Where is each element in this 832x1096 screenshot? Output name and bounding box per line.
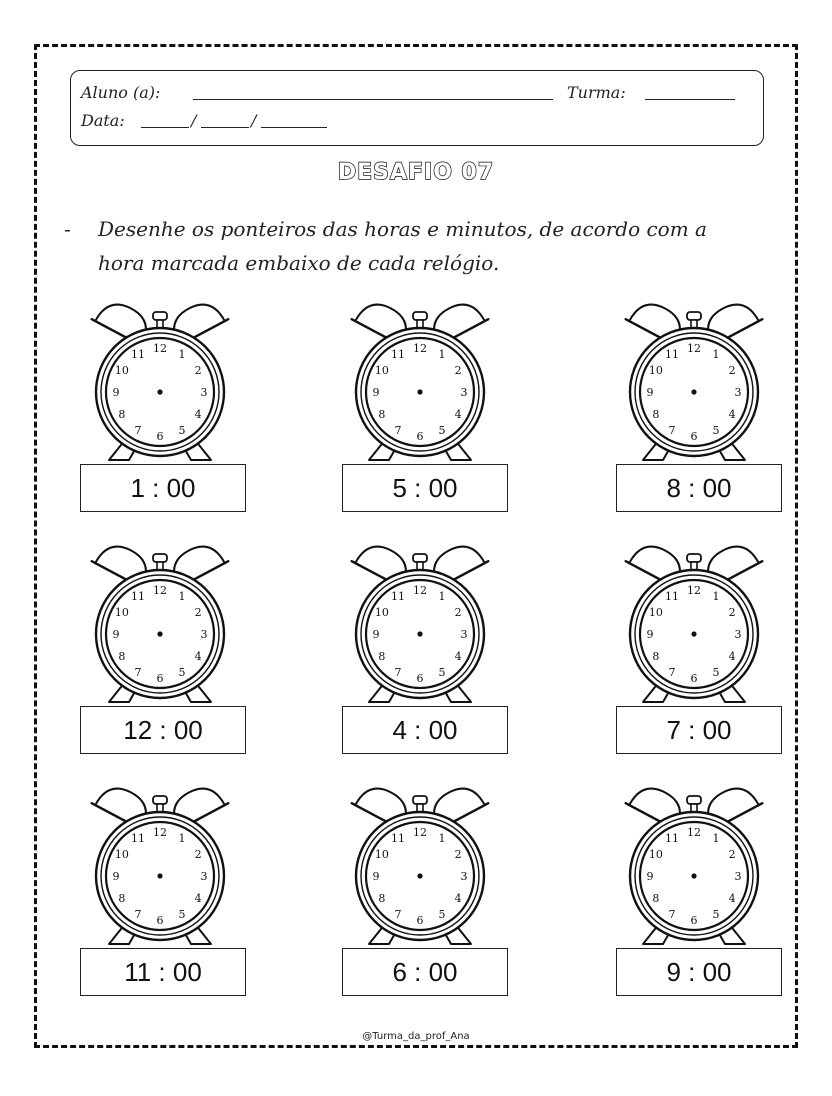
svg-text:5: 5: [178, 666, 186, 680]
svg-text:11: 11: [391, 347, 405, 361]
date-month-line[interactable]: [201, 127, 249, 128]
svg-text:3: 3: [460, 386, 468, 399]
footer-credit: @Turma_da_prof_Ana: [362, 1031, 470, 1042]
svg-text:8: 8: [118, 650, 126, 663]
svg-text:8: 8: [652, 892, 660, 905]
svg-text:6: 6: [690, 914, 698, 927]
svg-text:8: 8: [378, 650, 386, 663]
svg-text:3: 3: [460, 870, 468, 883]
svg-text:4: 4: [194, 650, 202, 663]
svg-text:6: 6: [156, 430, 164, 443]
svg-text:5: 5: [712, 908, 720, 922]
svg-text:7: 7: [134, 666, 142, 680]
alarm-clock-icon: [85, 300, 235, 466]
alarm-clock[interactable]: [345, 300, 495, 466]
instruction-dash: -: [64, 217, 71, 241]
svg-text:7: 7: [394, 424, 402, 438]
svg-text:10: 10: [648, 364, 663, 377]
alarm-clock[interactable]: [619, 542, 769, 708]
alarm-clock-icon: [85, 784, 235, 950]
svg-text:12: 12: [687, 584, 701, 597]
svg-text:9: 9: [112, 386, 120, 399]
svg-text:4: 4: [728, 892, 736, 905]
svg-text:9: 9: [646, 628, 654, 641]
svg-text:10: 10: [114, 848, 129, 861]
svg-text:9: 9: [646, 386, 654, 399]
aluno-line[interactable]: [193, 99, 553, 100]
svg-text:7: 7: [394, 666, 402, 680]
svg-text:5: 5: [438, 424, 446, 438]
page-title: DESAFIO 07: [337, 160, 495, 185]
svg-text:1: 1: [178, 589, 186, 603]
svg-text:7: 7: [394, 908, 402, 922]
svg-text:8: 8: [378, 892, 386, 905]
svg-text:7: 7: [668, 666, 676, 680]
svg-text:4: 4: [194, 892, 202, 905]
svg-text:12: 12: [413, 826, 427, 839]
aluno-label: Aluno (a):: [81, 83, 161, 102]
time-label-box: 12 : 00: [80, 706, 246, 754]
svg-text:8: 8: [378, 408, 386, 421]
svg-text:12: 12: [413, 584, 427, 597]
svg-text:2: 2: [728, 848, 736, 861]
svg-text:3: 3: [734, 870, 742, 883]
svg-text:1: 1: [438, 347, 446, 361]
svg-text:8: 8: [118, 892, 126, 905]
student-info-box: [70, 70, 764, 146]
svg-text:5: 5: [178, 908, 186, 922]
svg-text:6: 6: [690, 430, 698, 443]
svg-text:12: 12: [687, 826, 701, 839]
svg-text:2: 2: [454, 848, 462, 861]
svg-text:3: 3: [734, 386, 742, 399]
svg-text:4: 4: [454, 408, 462, 421]
svg-text:3: 3: [200, 870, 208, 883]
svg-text:10: 10: [648, 848, 663, 861]
svg-text:2: 2: [194, 848, 202, 861]
time-label-box: 8 : 00: [616, 464, 782, 512]
svg-text:4: 4: [728, 650, 736, 663]
svg-text:12: 12: [153, 342, 167, 355]
svg-text:9: 9: [372, 386, 380, 399]
svg-text:10: 10: [114, 606, 129, 619]
alarm-clock[interactable]: [619, 784, 769, 950]
svg-text:1: 1: [712, 347, 720, 361]
alarm-clock-icon: [345, 542, 495, 708]
svg-text:1: 1: [438, 589, 446, 603]
svg-text:8: 8: [118, 408, 126, 421]
svg-text:2: 2: [194, 606, 202, 619]
turma-label: Turma:: [567, 83, 626, 102]
svg-text:7: 7: [668, 424, 676, 438]
svg-text:7: 7: [134, 908, 142, 922]
svg-text:5: 5: [438, 908, 446, 922]
svg-text:4: 4: [454, 650, 462, 663]
svg-text:12: 12: [413, 342, 427, 355]
svg-text:8: 8: [652, 650, 660, 663]
svg-text:2: 2: [728, 364, 736, 377]
svg-text:4: 4: [728, 408, 736, 421]
svg-text:2: 2: [454, 606, 462, 619]
svg-text:3: 3: [734, 628, 742, 641]
turma-line[interactable]: [645, 99, 735, 100]
svg-text:1: 1: [712, 589, 720, 603]
svg-text:12: 12: [687, 342, 701, 355]
svg-text:7: 7: [134, 424, 142, 438]
instruction-text: Desenhe os ponteiros das horas e minutos, de acordo com a hora marcada embaixo de cada relógio.: [98, 217, 707, 275]
svg-text:11: 11: [391, 831, 405, 845]
svg-text:10: 10: [374, 606, 389, 619]
time-label-box: 1 : 00: [80, 464, 246, 512]
alarm-clock-icon: [619, 300, 769, 466]
svg-text:7: 7: [668, 908, 676, 922]
alarm-clock-icon: [345, 300, 495, 466]
date-separator-2: /: [251, 111, 257, 130]
svg-text:5: 5: [178, 424, 186, 438]
time-label-box: 4 : 00: [342, 706, 508, 754]
svg-text:2: 2: [454, 364, 462, 377]
svg-text:6: 6: [416, 914, 424, 927]
alarm-clock[interactable]: [345, 784, 495, 950]
svg-text:10: 10: [374, 848, 389, 861]
alarm-clock[interactable]: [85, 784, 235, 950]
svg-text:6: 6: [416, 672, 424, 685]
svg-text:5: 5: [712, 424, 720, 438]
svg-text:1: 1: [178, 831, 186, 845]
svg-text:9: 9: [372, 628, 380, 641]
svg-text:11: 11: [665, 347, 679, 361]
svg-text:9: 9: [372, 870, 380, 883]
alarm-clock-icon: [345, 784, 495, 950]
time-label-box: 5 : 00: [342, 464, 508, 512]
svg-text:4: 4: [194, 408, 202, 421]
svg-text:12: 12: [153, 826, 167, 839]
svg-text:4: 4: [454, 892, 462, 905]
svg-text:5: 5: [712, 666, 720, 680]
alarm-clock[interactable]: [85, 300, 235, 466]
svg-text:2: 2: [194, 364, 202, 377]
svg-text:6: 6: [690, 672, 698, 685]
time-label-box: 9 : 00: [616, 948, 782, 996]
svg-text:1: 1: [178, 347, 186, 361]
svg-text:11: 11: [131, 589, 145, 603]
time-label-box: 7 : 00: [616, 706, 782, 754]
svg-text:9: 9: [646, 870, 654, 883]
svg-text:3: 3: [460, 628, 468, 641]
svg-text:10: 10: [374, 364, 389, 377]
svg-text:6: 6: [416, 430, 424, 443]
svg-text:1: 1: [438, 831, 446, 845]
date-year-line[interactable]: [261, 127, 327, 128]
svg-text:11: 11: [665, 831, 679, 845]
svg-text:10: 10: [114, 364, 129, 377]
time-label-box: 6 : 00: [342, 948, 508, 996]
alarm-clock-icon: [85, 542, 235, 708]
data-label: Data:: [81, 111, 125, 130]
svg-text:11: 11: [391, 589, 405, 603]
alarm-clock-icon: [619, 542, 769, 708]
svg-text:3: 3: [200, 386, 208, 399]
svg-text:5: 5: [438, 666, 446, 680]
alarm-clock[interactable]: [345, 542, 495, 708]
alarm-clock[interactable]: [85, 542, 235, 708]
svg-text:11: 11: [665, 589, 679, 603]
svg-text:12: 12: [153, 584, 167, 597]
date-day-line[interactable]: [141, 127, 189, 128]
svg-text:8: 8: [652, 408, 660, 421]
svg-text:6: 6: [156, 672, 164, 685]
time-label-box: 11 : 00: [80, 948, 246, 996]
svg-text:2: 2: [728, 606, 736, 619]
svg-text:3: 3: [200, 628, 208, 641]
alarm-clock[interactable]: [619, 300, 769, 466]
svg-text:11: 11: [131, 831, 145, 845]
svg-text:6: 6: [156, 914, 164, 927]
alarm-clock-icon: [619, 784, 769, 950]
date-separator-1: /: [191, 111, 197, 130]
svg-text:11: 11: [131, 347, 145, 361]
svg-text:9: 9: [112, 628, 120, 641]
svg-text:1: 1: [712, 831, 720, 845]
svg-text:9: 9: [112, 870, 120, 883]
svg-text:10: 10: [648, 606, 663, 619]
